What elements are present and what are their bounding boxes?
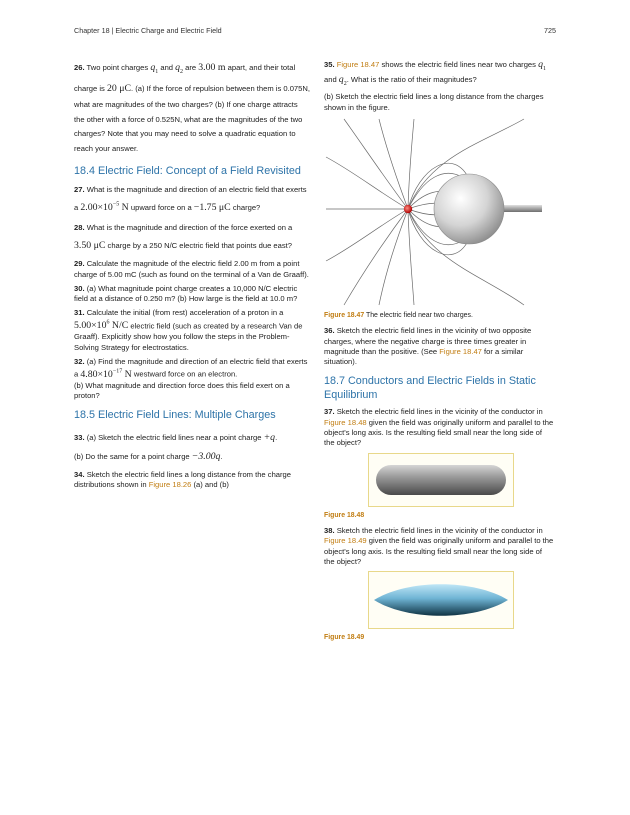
capsule-object xyxy=(376,465,506,495)
section-heading-18-5: 18.5 Electric Field Lines: Multiple Charges xyxy=(74,409,276,422)
figure-18-48-link[interactable]: Figure 18.48 xyxy=(324,417,367,427)
problem-36: 36. Sketch the electric field lines in the vicinity of two opposite charges, where the negative charge is three times greater in magnitude than the positive. (See Figure 18.47 for a similar situation). xyxy=(324,326,532,367)
figure-18-49-caption: Figure 18.49 xyxy=(324,634,365,642)
problem-30: 30. (a) What magnitude point charge creates a 10,000 N/C electric field at a distance of 0.250 m? (b) How large is the field at 10.0 m? xyxy=(74,283,298,304)
section-heading-18-4: 18.4 Electric Field: Concept of a Field Revisited xyxy=(74,164,301,177)
problem-32: 32. (a) Find the magnitude and direction of an electric field that exerts a $4.80\times 10^{-17}$ N westward force on an electron. (b) What magnitude and direction force does this field exert on a proton? xyxy=(74,356,308,401)
problem-31: 31. Calculate the initial (from rest) acceleration of a proton in a $5.00\times 10^6$ N/C electric field (such as created by a research Van de Graaff). Explicitly show how you follow the steps in the Problem-Solving Strategy for electrostatics. xyxy=(74,308,303,352)
problem-29: 29. Calculate the magnitude of the electric field 2.00 m from a point charge of 5.00 mC (such as found on the terminal of a Van de Graaff). xyxy=(74,259,309,279)
figure-18-26-link[interactable]: Figure 18.26 xyxy=(148,480,192,490)
problem-37: 37. Sketch the electric field lines in the vicinity of the conductor in Figure 18.48 given the field was originally uniform and parallel to the object's long axis. Is the resulting field small near the long side of the object? xyxy=(324,407,554,448)
problem-35b: (b) Sketch the electric field lines a long distance from the charges shown in the figure. xyxy=(324,92,544,112)
figure-18-47-caption: Figure 18.47 The electric field near two charges. xyxy=(324,311,473,319)
page-number: 725 xyxy=(544,26,556,35)
figure-18-47-link-2[interactable]: Figure 18.47 xyxy=(439,346,482,356)
lens-conductor-figure xyxy=(368,571,514,629)
figure-18-49-link[interactable]: Figure 18.49 xyxy=(324,536,367,546)
chapter-header: Chapter 18 | Electric Charge and Electric Field xyxy=(74,26,222,35)
problem-33: 33. (a) Sketch the electric field lines near a point charge +q. (b) Do the same for a point charge −3.00q. xyxy=(74,431,278,463)
left-column xyxy=(74,58,310,495)
negative-sphere xyxy=(434,174,504,244)
problem-35: 35. Figure 18.47 shows the electric field lines near two charges $q_1$ and $q_2$. What is the ratio of their magnitudes? xyxy=(324,59,546,88)
section-heading-18-7: 18.7 Conductors and Electric Fields in Static Equilibrium xyxy=(324,375,536,401)
problem-28: 28. What is the magnitude and direction of the force exerted on a 3.50 μC charge by a 250 N/C electric field that points due east? xyxy=(74,223,293,252)
right-column xyxy=(324,58,554,649)
positive-charge xyxy=(404,205,412,213)
problem-27: 27. What is the magnitude and direction of an electric field that exerts a $2.00\times 10^{-5}$ N upward force on a −1.75 μC charge? xyxy=(74,185,307,214)
problem-34: 34. Sketch the electric field lines a long distance from the charge distributions shown in Figure 18.26 (a) and (b) xyxy=(74,470,291,490)
problem-38: 38. Sketch the electric field lines in the vicinity of the conductor in Figure 18.49 given the field was originally uniform and parallel to the object's long axis. Is the resulting field small near the long side of the object? xyxy=(324,526,554,567)
problem-26: 26. Two point charges $q_1$ and $q_2$ are 3.00 m apart, and their total charge is 20 μC. (a) If the force of repulsion between them is 0.075N, what are magnitudes of the two charges? (b) If one charge attracts the other with a force of 0.525N, what are the magnitudes of the two charges? Note that you may need to solve a quadratic equation to reach your answer. xyxy=(74,62,310,154)
sphere-rod xyxy=(502,205,542,212)
figure-18-48-caption: Figure 18.48 xyxy=(324,511,365,519)
field-lines-figure xyxy=(324,117,542,307)
figure-18-47-link[interactable]: Figure 18.47 xyxy=(336,60,380,69)
capsule-conductor-figure xyxy=(368,453,514,507)
